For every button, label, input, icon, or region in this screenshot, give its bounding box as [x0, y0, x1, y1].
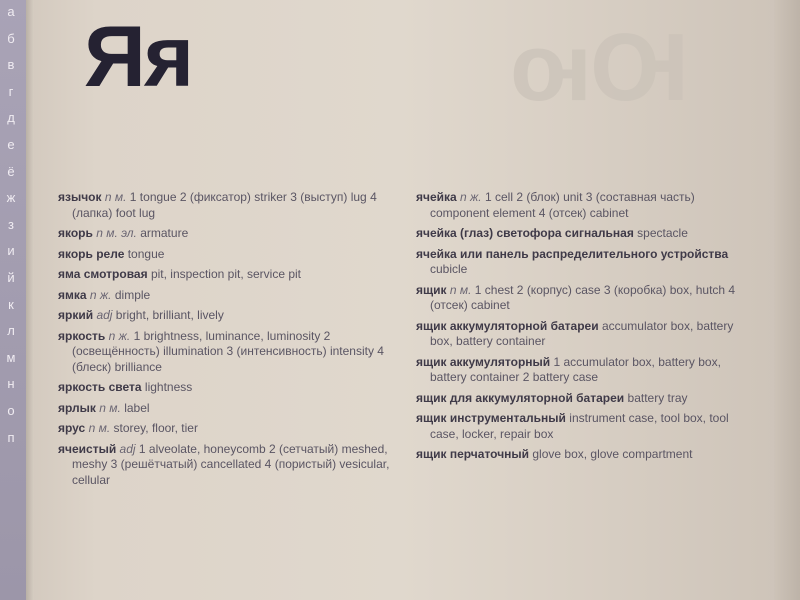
entry-headword: ямка: [58, 287, 87, 302]
dictionary-entry: [58, 421, 396, 437]
entry-headword: яркость: [58, 328, 106, 343]
dictionary-entry: [416, 355, 746, 386]
entry-headword: ящик аккумуляторный: [416, 354, 551, 369]
thumb-index-letter: з: [8, 216, 14, 232]
dictionary-entry: [416, 447, 746, 463]
alphabet-thumb-index: [0, 0, 26, 600]
entry-translation: 1 chest 2 (корпус) case 3 (коробка) box, hutch 4 (отсек) cabinet: [430, 282, 736, 312]
thumb-index-letter: г: [8, 83, 14, 99]
entry-grammar-label: n м.: [99, 400, 121, 415]
dictionary-entry: [58, 442, 396, 489]
thumb-index-letter: в: [7, 57, 15, 73]
entry-translation: glove box, glove compartment: [532, 447, 693, 461]
thumb-index-letter: е: [7, 137, 15, 152]
entry-headword: яма смотровая: [58, 267, 148, 281]
thumb-index-letter: д: [7, 110, 15, 126]
dictionary-entry: [58, 401, 396, 417]
thumb-index-letter: л: [7, 323, 15, 339]
entry-grammar-label: n ж.: [108, 328, 131, 343]
entry-translation: lightness: [144, 380, 193, 394]
entry-translation: 1 brightness, luminance, luminosity 2 (освещённость) illumination 3 (интенсивность) intensity 4 (блеск) brilliance: [72, 328, 384, 374]
entry-grammar-label: adj: [119, 441, 136, 456]
thumb-index-letter: и: [7, 243, 15, 259]
dictionary-entry: [416, 247, 746, 278]
entry-headword: ячеистый: [58, 441, 117, 456]
entry-translation: 1 tongue 2 (фиксатор) striker 3 (выступ) lug 4 (лапка) foot lug: [72, 190, 377, 220]
dictionary-entry: [58, 380, 396, 396]
entry-headword: яркость света: [58, 380, 142, 394]
thumb-index-letter: а: [7, 4, 15, 19]
entry-translation: pit, inspection pit, service pit: [150, 267, 302, 281]
thumb-index-letter: к: [8, 296, 14, 312]
entry-grammar-label: n ж.: [89, 287, 112, 302]
dictionary-entry: [58, 247, 396, 263]
left-column: [58, 190, 396, 493]
entry-translation: tongue: [127, 246, 165, 261]
entry-headword: ярлык: [58, 400, 96, 415]
entry-headword: ящик для аккумуляторной батареи: [416, 390, 625, 405]
entry-headword: яркий: [58, 308, 94, 322]
entry-translation: instrument case, tool box, tool case, locker, repair box: [430, 411, 729, 441]
entry-translation: 1 accumulator box, battery box, battery container 2 battery case: [430, 354, 721, 384]
dictionary-entry: [58, 308, 396, 324]
dictionary-entry: [58, 329, 396, 376]
entry-headword: ящик: [416, 282, 447, 297]
dictionary-entry: [58, 288, 396, 304]
dictionary-entry: [416, 411, 746, 442]
dictionary-entry: [416, 283, 746, 314]
entry-grammar-label: n м.: [88, 421, 111, 435]
entry-headword: ячейка или панель распределительного устройства: [416, 246, 729, 261]
dictionary-entry: [58, 190, 396, 221]
entry-translation: bright, brilliant, lively: [115, 308, 224, 322]
entry-translation: battery tray: [627, 390, 688, 405]
entry-headword: ячейка (глаз) светофора сигнальная: [416, 226, 634, 240]
entry-headword: якорь реле: [58, 246, 125, 261]
entry-translation: 1 alveolate, honeycomb 2 (сетчатый) meshed, meshy 3 (решётчатый) cancellated 4 (пористый) vesicular, cellular: [72, 441, 390, 487]
entry-translation: spectacle: [637, 226, 688, 240]
mirrored-bleedthrough-letters: Юю: [512, 14, 689, 121]
entry-headword: ящик перчаточный: [416, 447, 530, 461]
entry-grammar-label: adj: [96, 308, 113, 322]
entry-grammar-label: n м. эл.: [96, 226, 137, 240]
thumb-index-letter: п: [7, 429, 15, 445]
entry-translation: 1 cell 2 (блок) unit 3 (составная часть) component element 4 (отсек) cabinet: [430, 190, 695, 220]
entry-grammar-label: n м.: [449, 282, 472, 297]
thumb-index-letter: н: [7, 376, 15, 392]
entry-headword: ярус: [58, 421, 86, 435]
entry-headword: ячейка: [416, 190, 457, 204]
page-right-edge: [774, 0, 800, 600]
entry-translation: storey, floor, tier: [113, 421, 198, 435]
entry-grammar-label: n ж.: [460, 190, 482, 204]
thumb-index-letter: б: [7, 30, 15, 46]
entry-grammar-label: n м.: [104, 190, 127, 204]
thumb-index-letter: ё: [7, 163, 15, 179]
thumb-index-letter: ж: [6, 190, 16, 206]
dictionary-entry: [58, 226, 396, 242]
thumb-index-letter: м: [6, 349, 16, 365]
dictionary-entry: [58, 267, 396, 283]
dictionary-entry: [416, 226, 746, 242]
entry-headword: якорь: [58, 226, 93, 240]
entry-headword: ящик инструментальный: [416, 411, 566, 425]
entry-translation: dimple: [114, 287, 151, 302]
thumb-index-letter: о: [7, 403, 15, 418]
page-gutter: [26, 0, 34, 600]
entry-translation: cubicle: [430, 262, 468, 276]
thumb-index-letter: й: [7, 270, 15, 285]
dictionary-entry: [416, 319, 746, 350]
entry-headword: ящик аккумуляторной батареи: [416, 318, 599, 333]
dictionary-entry: [416, 391, 746, 407]
entry-translation: label: [124, 400, 150, 415]
entry-headword: язычок: [58, 190, 102, 204]
entry-translation: armature: [140, 226, 189, 240]
entry-translation: accumulator box, battery box, battery container: [430, 318, 734, 348]
section-header-letters: Яя: [84, 9, 192, 105]
right-column: [416, 190, 746, 468]
dictionary-entry: [416, 190, 746, 221]
